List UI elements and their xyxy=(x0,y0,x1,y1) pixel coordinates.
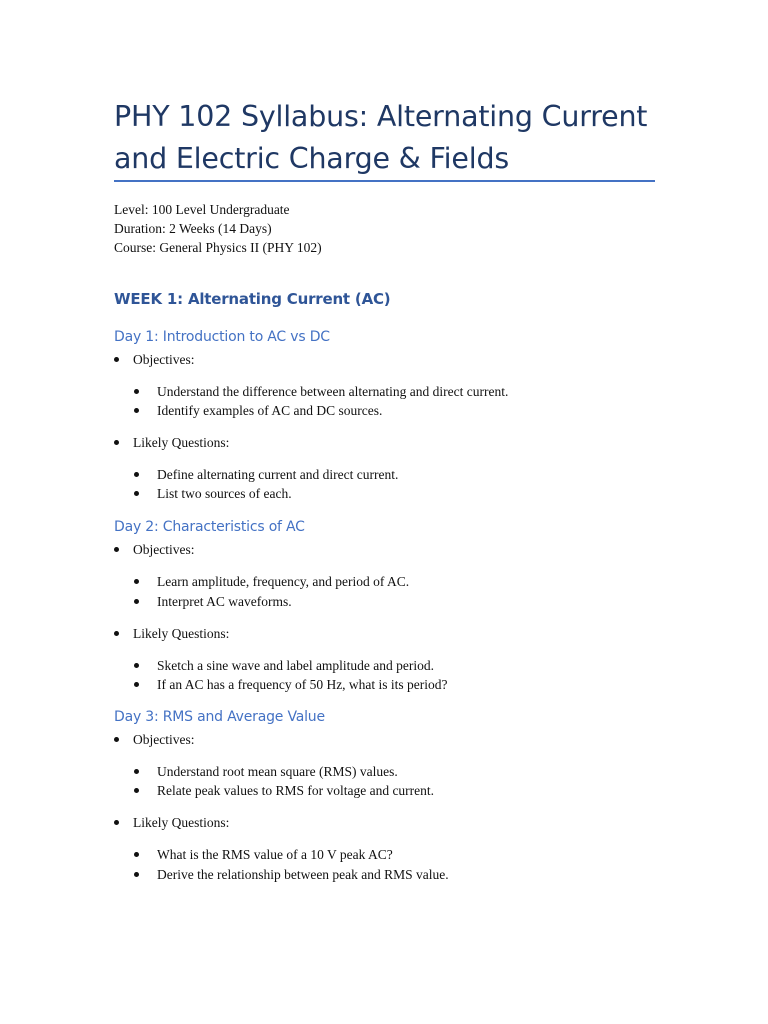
objective-text: Identify examples of AC and DC sources. xyxy=(157,403,383,418)
bullet-icon xyxy=(134,491,139,496)
list-item xyxy=(134,762,398,781)
objective-text: Learn amplitude, frequency, and period of AC. xyxy=(157,574,410,589)
list-item xyxy=(134,592,292,611)
questions-item xyxy=(114,813,229,832)
objectives-label: Objectives: xyxy=(133,542,195,557)
question-text: Derive the relationship between peak and RMS value. xyxy=(157,867,449,882)
course-meta xyxy=(114,200,322,257)
bullet-icon xyxy=(134,599,139,604)
bullet-icon xyxy=(134,872,139,877)
question-text: If an AC has a frequency of 50 Hz, what is its period? xyxy=(157,677,448,692)
list-item xyxy=(134,656,434,675)
objectives-item xyxy=(114,350,194,369)
objectives-item xyxy=(114,730,194,749)
questions-label: Likely Questions: xyxy=(133,815,230,830)
bullet-icon xyxy=(114,440,119,445)
objective-text: Understand the difference between alternating and direct current. xyxy=(157,384,509,399)
bullet-icon xyxy=(114,547,119,552)
meta-course: Course: General Physics II (PHY 102) xyxy=(114,240,322,255)
bullet-icon xyxy=(134,663,139,668)
questions-item xyxy=(114,433,229,452)
list-item xyxy=(134,781,434,800)
bullet-icon xyxy=(114,737,119,742)
objective-text: Relate peak values to RMS for voltage and current. xyxy=(157,783,435,798)
list-item xyxy=(134,484,292,503)
bullet-icon xyxy=(134,769,139,774)
objective-text: Interpret AC waveforms. xyxy=(157,594,292,609)
question-text: What is the RMS value of a 10 V peak AC? xyxy=(157,847,393,862)
bullet-icon xyxy=(134,852,139,857)
day-heading: Day 1: Introduction to AC vs DC xyxy=(114,329,330,345)
objective-text: Understand root mean square (RMS) values. xyxy=(157,764,398,779)
objectives-label: Objectives: xyxy=(133,732,195,747)
question-text: List two sources of each. xyxy=(157,486,292,501)
objectives-label: Objectives: xyxy=(133,352,195,367)
bullet-icon xyxy=(134,579,139,584)
list-item xyxy=(134,675,448,694)
bullet-icon xyxy=(134,472,139,477)
week-heading: WEEK 1: Alternating Current (AC) xyxy=(114,290,391,308)
bullet-icon xyxy=(114,357,119,362)
bullet-icon xyxy=(114,631,119,636)
bullet-icon xyxy=(134,389,139,394)
bullet-icon xyxy=(134,788,139,793)
day-heading: Day 3: RMS and Average Value xyxy=(114,709,325,725)
list-item xyxy=(134,572,409,591)
bullet-icon xyxy=(114,820,119,825)
question-text: Define alternating current and direct current. xyxy=(157,467,399,482)
meta-duration: Duration: 2 Weeks (14 Days) xyxy=(114,221,272,236)
bullet-icon xyxy=(134,682,139,687)
objectives-item xyxy=(114,540,194,559)
questions-item xyxy=(114,624,229,643)
title-underline xyxy=(114,180,655,182)
list-item xyxy=(134,845,393,864)
list-item xyxy=(134,865,449,884)
list-item xyxy=(134,401,382,420)
list-item xyxy=(134,382,508,401)
meta-level: Level: 100 Level Undergraduate xyxy=(114,202,290,217)
questions-label: Likely Questions: xyxy=(133,626,230,641)
day-heading: Day 2: Characteristics of AC xyxy=(114,519,305,535)
question-text: Sketch a sine wave and label amplitude and period. xyxy=(157,658,435,673)
page-title: PHY 102 Syllabus: Alternating Current and Electric Charge & Fields xyxy=(114,100,648,175)
list-item xyxy=(134,465,398,484)
questions-label: Likely Questions: xyxy=(133,435,230,450)
bullet-icon xyxy=(134,408,139,413)
